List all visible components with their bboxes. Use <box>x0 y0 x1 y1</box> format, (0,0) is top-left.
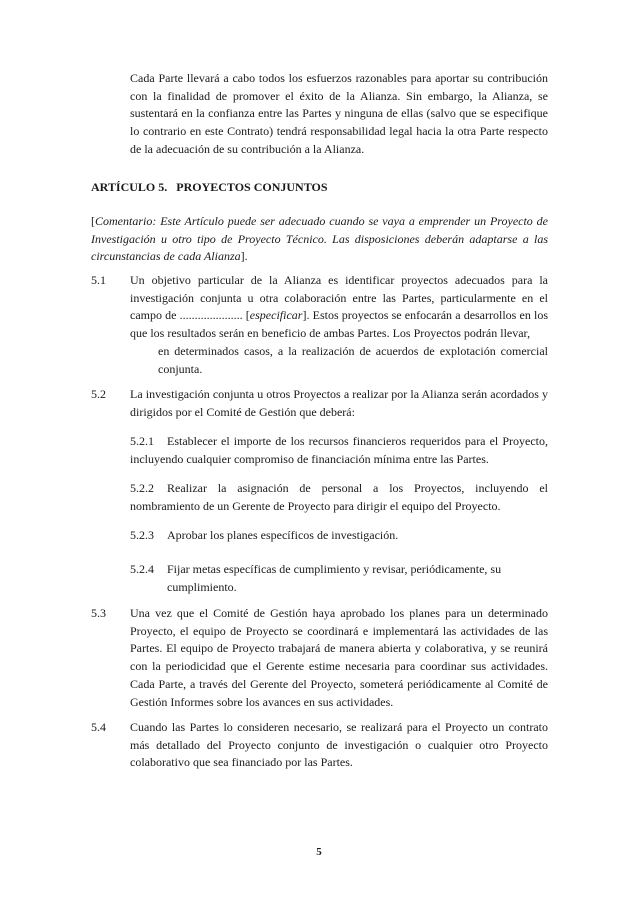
clause-5-2-4-line-a: Fijar metas específicas de cumplimiento y revisar, periódicamente, su <box>167 562 502 576</box>
article-heading <box>91 179 328 196</box>
clause-number-5-1: 5.1 <box>91 273 106 287</box>
intro-paragraph: Cada Parte llevará a cabo todos los esfuerzos razonables para aportar su contribución con la finalidad de promover el éxito de la Alianza. Sin embargo, la Alianza, se sustentará en la confianza entre las Partes y ninguna de ellas (salvo que se especifique lo contrario en este Contrato) tendrá responsabilidad legal hacia la otra Parte respecto de la adecuación de su contribución a la Alianza. <box>130 71 548 156</box>
clause-number-5-2-1: 5.2.1 <box>130 434 154 448</box>
clause-number-5-2-3: 5.2.3 <box>130 528 154 542</box>
clause-text-5-1 <box>130 272 548 378</box>
clause-text-5-2-1: Establecer el importe de los recursos financieros requeridos para el Proyecto, incluyendo cualquier compromiso de financiación mínima entre las Partes. <box>130 434 548 466</box>
clause-text-5-3: Una vez que el Comité de Gestión haya aprobado los planes para un determinado Proyecto, el equipo de Proyecto se coordinará e implementará las actividades de las Partes. El equipo de Proyecto trabajará de manera abierta y colaborativa, y se reunirá con la periodicidad que el Gerente estime necesaria para coordinar sus actividades. Cada Parte, a través del Gerente del Proyecto, someterá periódicamente al Comité de Gestión Informes sobre los avances en sus actividades. <box>130 606 548 709</box>
comment-text: Comentario: Este Artículo puede ser adecuado cuando se vaya a emprender un Proyecto de Investigación u otro tipo de Proyecto Técnico. Las disposiciones deberán adaptarse a las circunstancias de cada Alianza <box>91 214 548 264</box>
clause-5-1-part-c: en determinados casos, a la realización de acuerdos de explotación comercial conjunta. <box>158 343 548 376</box>
clause-text-5-4: Cuando las Partes lo consideren necesario, se realizará para el Proyecto un contrato más detallado del Proyecto conjunto de investigación o cualquier otro Proyecto colaborativo que sea financiado por las Partes. <box>130 720 548 770</box>
article-heading-text: ARTÍCULO 5. PROYECTOS CONJUNTOS <box>91 180 328 194</box>
clause-text-5-2-4 <box>167 561 548 596</box>
clause-5-1-emphasis: especificar <box>249 308 303 323</box>
article-comment <box>91 213 548 266</box>
page-number: 5 <box>316 846 322 858</box>
clause-number-5-3: 5.3 <box>91 606 106 620</box>
clause-number-5-2-4: 5.2.4 <box>130 562 154 576</box>
clause-number-5-4: 5.4 <box>91 720 106 734</box>
clause-text-5-2: La investigación conjunta u otros Proyectos a realizar por la Alianza serán acordados y dirigidos por el Comité de Gestión que deberá: <box>130 387 548 419</box>
comment-open-bracket: [ <box>91 214 95 228</box>
clause-text-5-2-2: Realizar la asignación de personal a los Proyectos, incluyendo el nombramiento de un Gerente de Proyecto para dirigir el equipo del Proyecto. <box>130 481 548 513</box>
clause-5-1-part-b: ]. Estos proyectos se enfocarán a desarrollos en los que los resultados serán en beneficio de ambas Partes. Los Proyectos podrán llevar, <box>130 308 548 341</box>
clause-5-2-4-line-b: cumplimiento. <box>167 579 237 594</box>
clause-number-5-2-2: 5.2.2 <box>130 481 154 495</box>
clause-number-5-2: 5.2 <box>91 387 106 401</box>
comment-close-bracket: ]. <box>240 249 248 264</box>
clause-5-1-part-a: Un objetivo particular de la Alianza es identificar proyectos adecuados para la investigación conjunta u otra colaboración entre las Partes, particularmente en el campo de ..................... [ <box>130 273 548 323</box>
clause-text-5-2-3: Aprobar los planes específicos de investigación. <box>167 528 399 542</box>
